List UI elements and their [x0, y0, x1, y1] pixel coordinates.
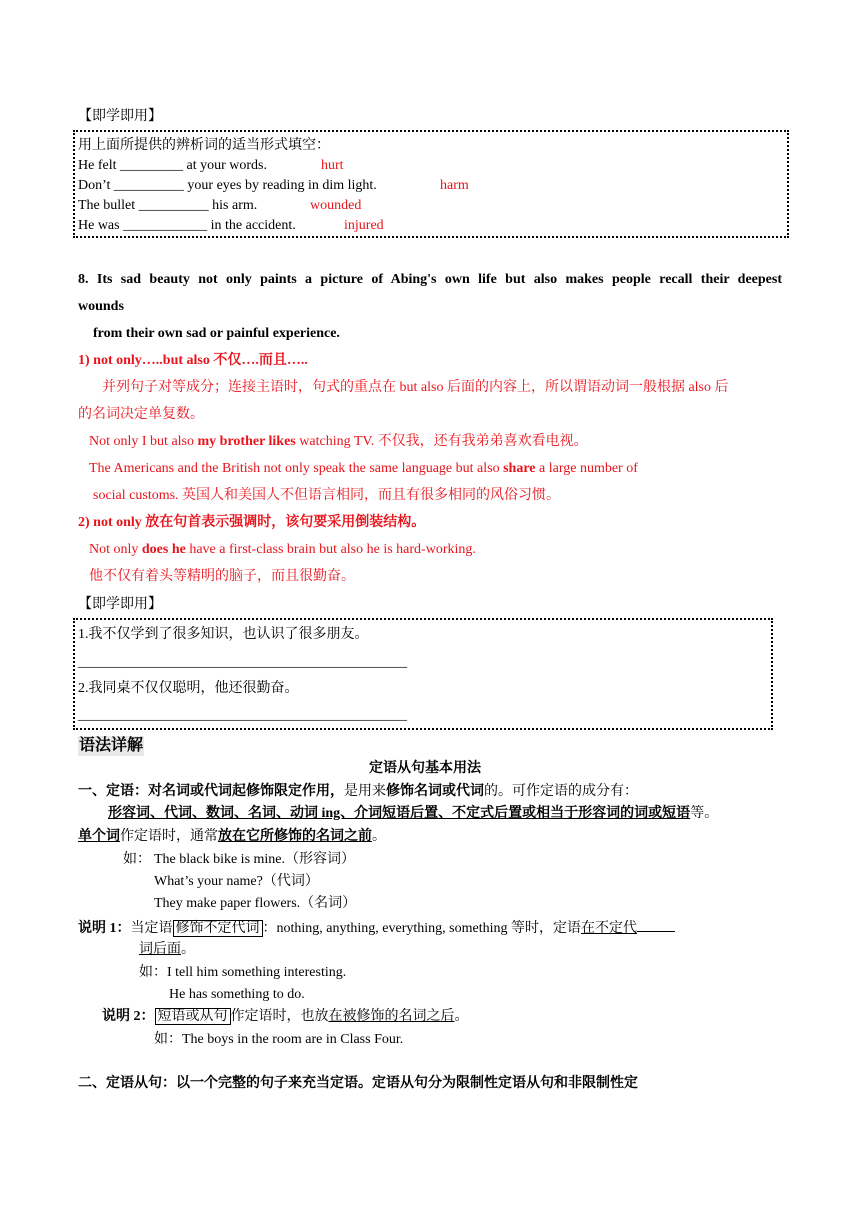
answer-text: injured [344, 218, 384, 233]
answer-line[interactable]: _______________________________________________ [78, 708, 407, 723]
example-sentence: The Americans and the British not only speak the same language but also share a large number of [89, 461, 638, 476]
note-1-cont: 词后面。 [139, 942, 195, 957]
example-sentence: What’s your name?（代词） [154, 874, 319, 889]
note-1: 说明 1：当定语 修饰不定代词 ：nothing, anything, everything, something 等时，定语在不定代 [78, 918, 675, 938]
exercise-item: He felt _________ at your words. [78, 158, 267, 173]
translation-question: 1.我不仅学到了很多知识，也认识了很多朋友。 [78, 627, 369, 642]
answer-text: hurt [321, 158, 344, 173]
example-sentence: He has something to do. [169, 987, 305, 1002]
note-2: 说明 2： 短语或从句 作定语时，也放在被修饰的名词之后。 [102, 1009, 469, 1024]
example-label: 如： [123, 852, 151, 867]
grammar-title: 定语从句基本用法 [369, 761, 481, 776]
grammar-paragraph: 二、定语从句：以一个完整的句子来充当定语。定语从句分为限制性定语从句和非限制性定 [78, 1076, 638, 1091]
grammar-paragraph: 形容词、代词、数词、名词、动词 ing、介词短语后置、不定式后置或相当于形容词的词或短语等。 [108, 806, 719, 821]
example-sentence: The black bike is mine.（形容词） [154, 852, 356, 867]
answer-text: harm [440, 178, 469, 193]
example-sentence: Not only does he have a first-class brain but also he is hard-working. [89, 542, 476, 557]
example-translation: 他不仅有着头等精明的脑子，而且很勤奋。 [89, 569, 355, 584]
exercise-item: The bullet __________ his arm. [78, 198, 258, 213]
grammar-paragraph: 一、定语：对名词或代词起修饰限定作用，是用来修饰名词或代词的。可作定语的成分有： [78, 784, 638, 799]
exercise-instruction: 用上面所提供的辨析词的适当形式填空： [78, 138, 330, 153]
example-sentence: Not only I but also my brother likes watching TV. 不仅我，还有我弟弟喜欢看电视。 [89, 434, 588, 449]
point-title: 1) not only…..but also 不仅….而且….. [78, 353, 308, 368]
sentence-8: 8. Its sad beauty not only paints a picture of Abing's own life but also makes people recall their deepest [78, 272, 782, 287]
example-sentence: 如：The boys in the room are in Class Four. [154, 1032, 404, 1047]
translation-question: 2.我同桌不仅仅聪明，他还很勤奋。 [78, 681, 299, 696]
sentence-8-cont: from their own sad or painful experience. [93, 326, 340, 341]
example-sentence: 如：I tell him something interesting. [139, 965, 347, 980]
answer-line[interactable]: _______________________________________________ [78, 655, 407, 670]
point-desc: 并列句子对等成分；连接主语时，句式的重点在 but also 后面的内容上，所以谓语动词一般根据 also 后 [102, 380, 729, 395]
answer-text: wounded [310, 198, 362, 213]
example-translation: social customs. 英国人和美国人不但语言相同，而且有很多相同的风俗习惯。 [93, 488, 561, 503]
section-heading: 【即学即用】 [78, 109, 162, 124]
grammar-paragraph: 单个词作定语时，通常放在它所修饰的名词之前。 [78, 829, 386, 844]
exercise-item: He was ____________ in the accident. [78, 218, 296, 233]
section-heading: 【即学即用】 [78, 597, 162, 612]
sentence-8-cont: wounds [78, 299, 124, 314]
point-desc: 的名词决定单复数。 [78, 407, 204, 422]
example-sentence: They make paper flowers.（名词） [154, 896, 357, 911]
grammar-tag: 语法详解 [79, 737, 144, 754]
exercise-item: Don’t __________ your eyes by reading in dim light. [78, 178, 377, 193]
point-title: 2) not only 放在句首表示强调时，该句要采用倒装结构。 [78, 515, 426, 530]
